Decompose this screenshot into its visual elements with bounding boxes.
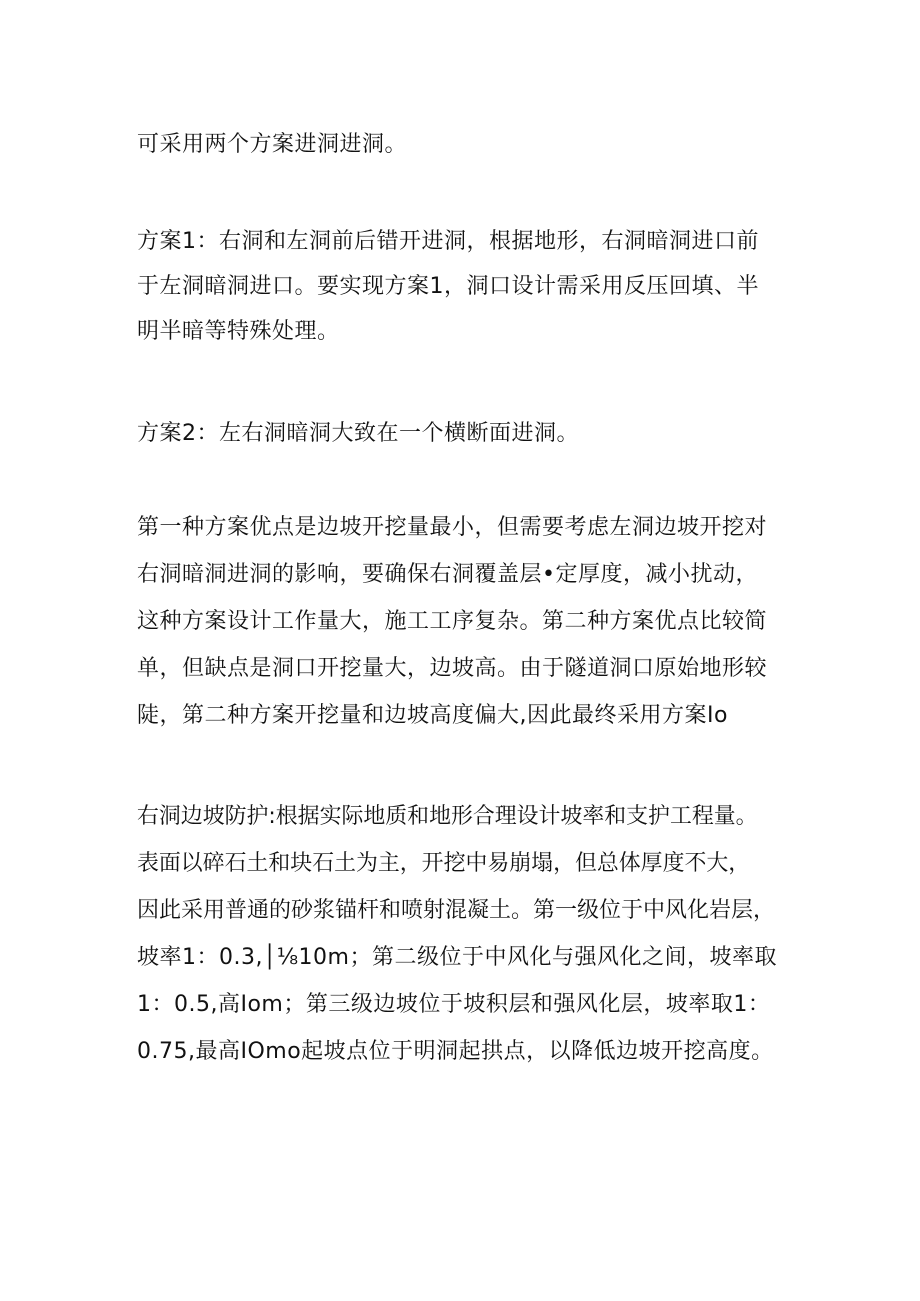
text-line: 这种方案设计工作量大，施工工序复杂。第二种方案优点比较简 xyxy=(137,609,768,634)
text-line: 右洞暗洞进洞的影响，要确保右洞覆盖层•定厚度，减小扰动， xyxy=(137,562,758,587)
text-line: 于左洞暗洞进口。要实现方案1，洞口设计需采用反压回填、半 xyxy=(137,274,759,299)
text-line: 可采用两个方案进洞进洞。 xyxy=(137,132,408,157)
text-line: 陡，第二种方案开挖量和边坡高度偏大,因此最终采用方案Io xyxy=(137,703,728,728)
text-line: 0.75,最高IOmo起坡点位于明洞起拱点，以降低边坡开挖高度。 xyxy=(137,1039,774,1064)
text-line: 方案1：右洞和左洞前后错开进洞，根据地形，右洞暗洞进口前 xyxy=(137,229,759,254)
text-line: 因此采用普通的砂浆锚杆和喷射混凝土。第一级位于中风化岩层， xyxy=(137,898,776,923)
text-line: 坡率1：0.3,│⅛10m；第二级位于中风化与强风化之间，坡率取 xyxy=(137,945,777,970)
text-line: 右洞边坡防护:根据实际地质和地形合理设计坡率和支护工程量。 xyxy=(137,804,758,829)
text-line: 明半暗等特殊处理。 xyxy=(137,319,340,344)
paragraph-comparison xyxy=(137,517,767,727)
paragraph-plan-1 xyxy=(137,231,759,343)
text-line: 单，但缺点是洞口开挖量大，边坡高。由于隧道洞口原始地形较 xyxy=(137,656,768,681)
paragraph-intro xyxy=(137,134,407,156)
paragraph-slope-protection xyxy=(137,806,777,1063)
text-line: 1：0.5,高Iom；第三级边坡位于坡积层和强风化层，坡率取1： xyxy=(137,992,771,1017)
text-line: 方案2：左右洞暗洞大致在一个横断面进洞。 xyxy=(137,421,579,446)
text-line: 第一种方案优点是边坡开挖量最小，但需要考虑左洞边坡开挖对 xyxy=(137,515,768,540)
text-line: 表面以碎石土和块石土为主，开挖中易崩塌，但总体厚度不大， xyxy=(137,851,751,876)
paragraph-plan-2 xyxy=(137,423,579,445)
